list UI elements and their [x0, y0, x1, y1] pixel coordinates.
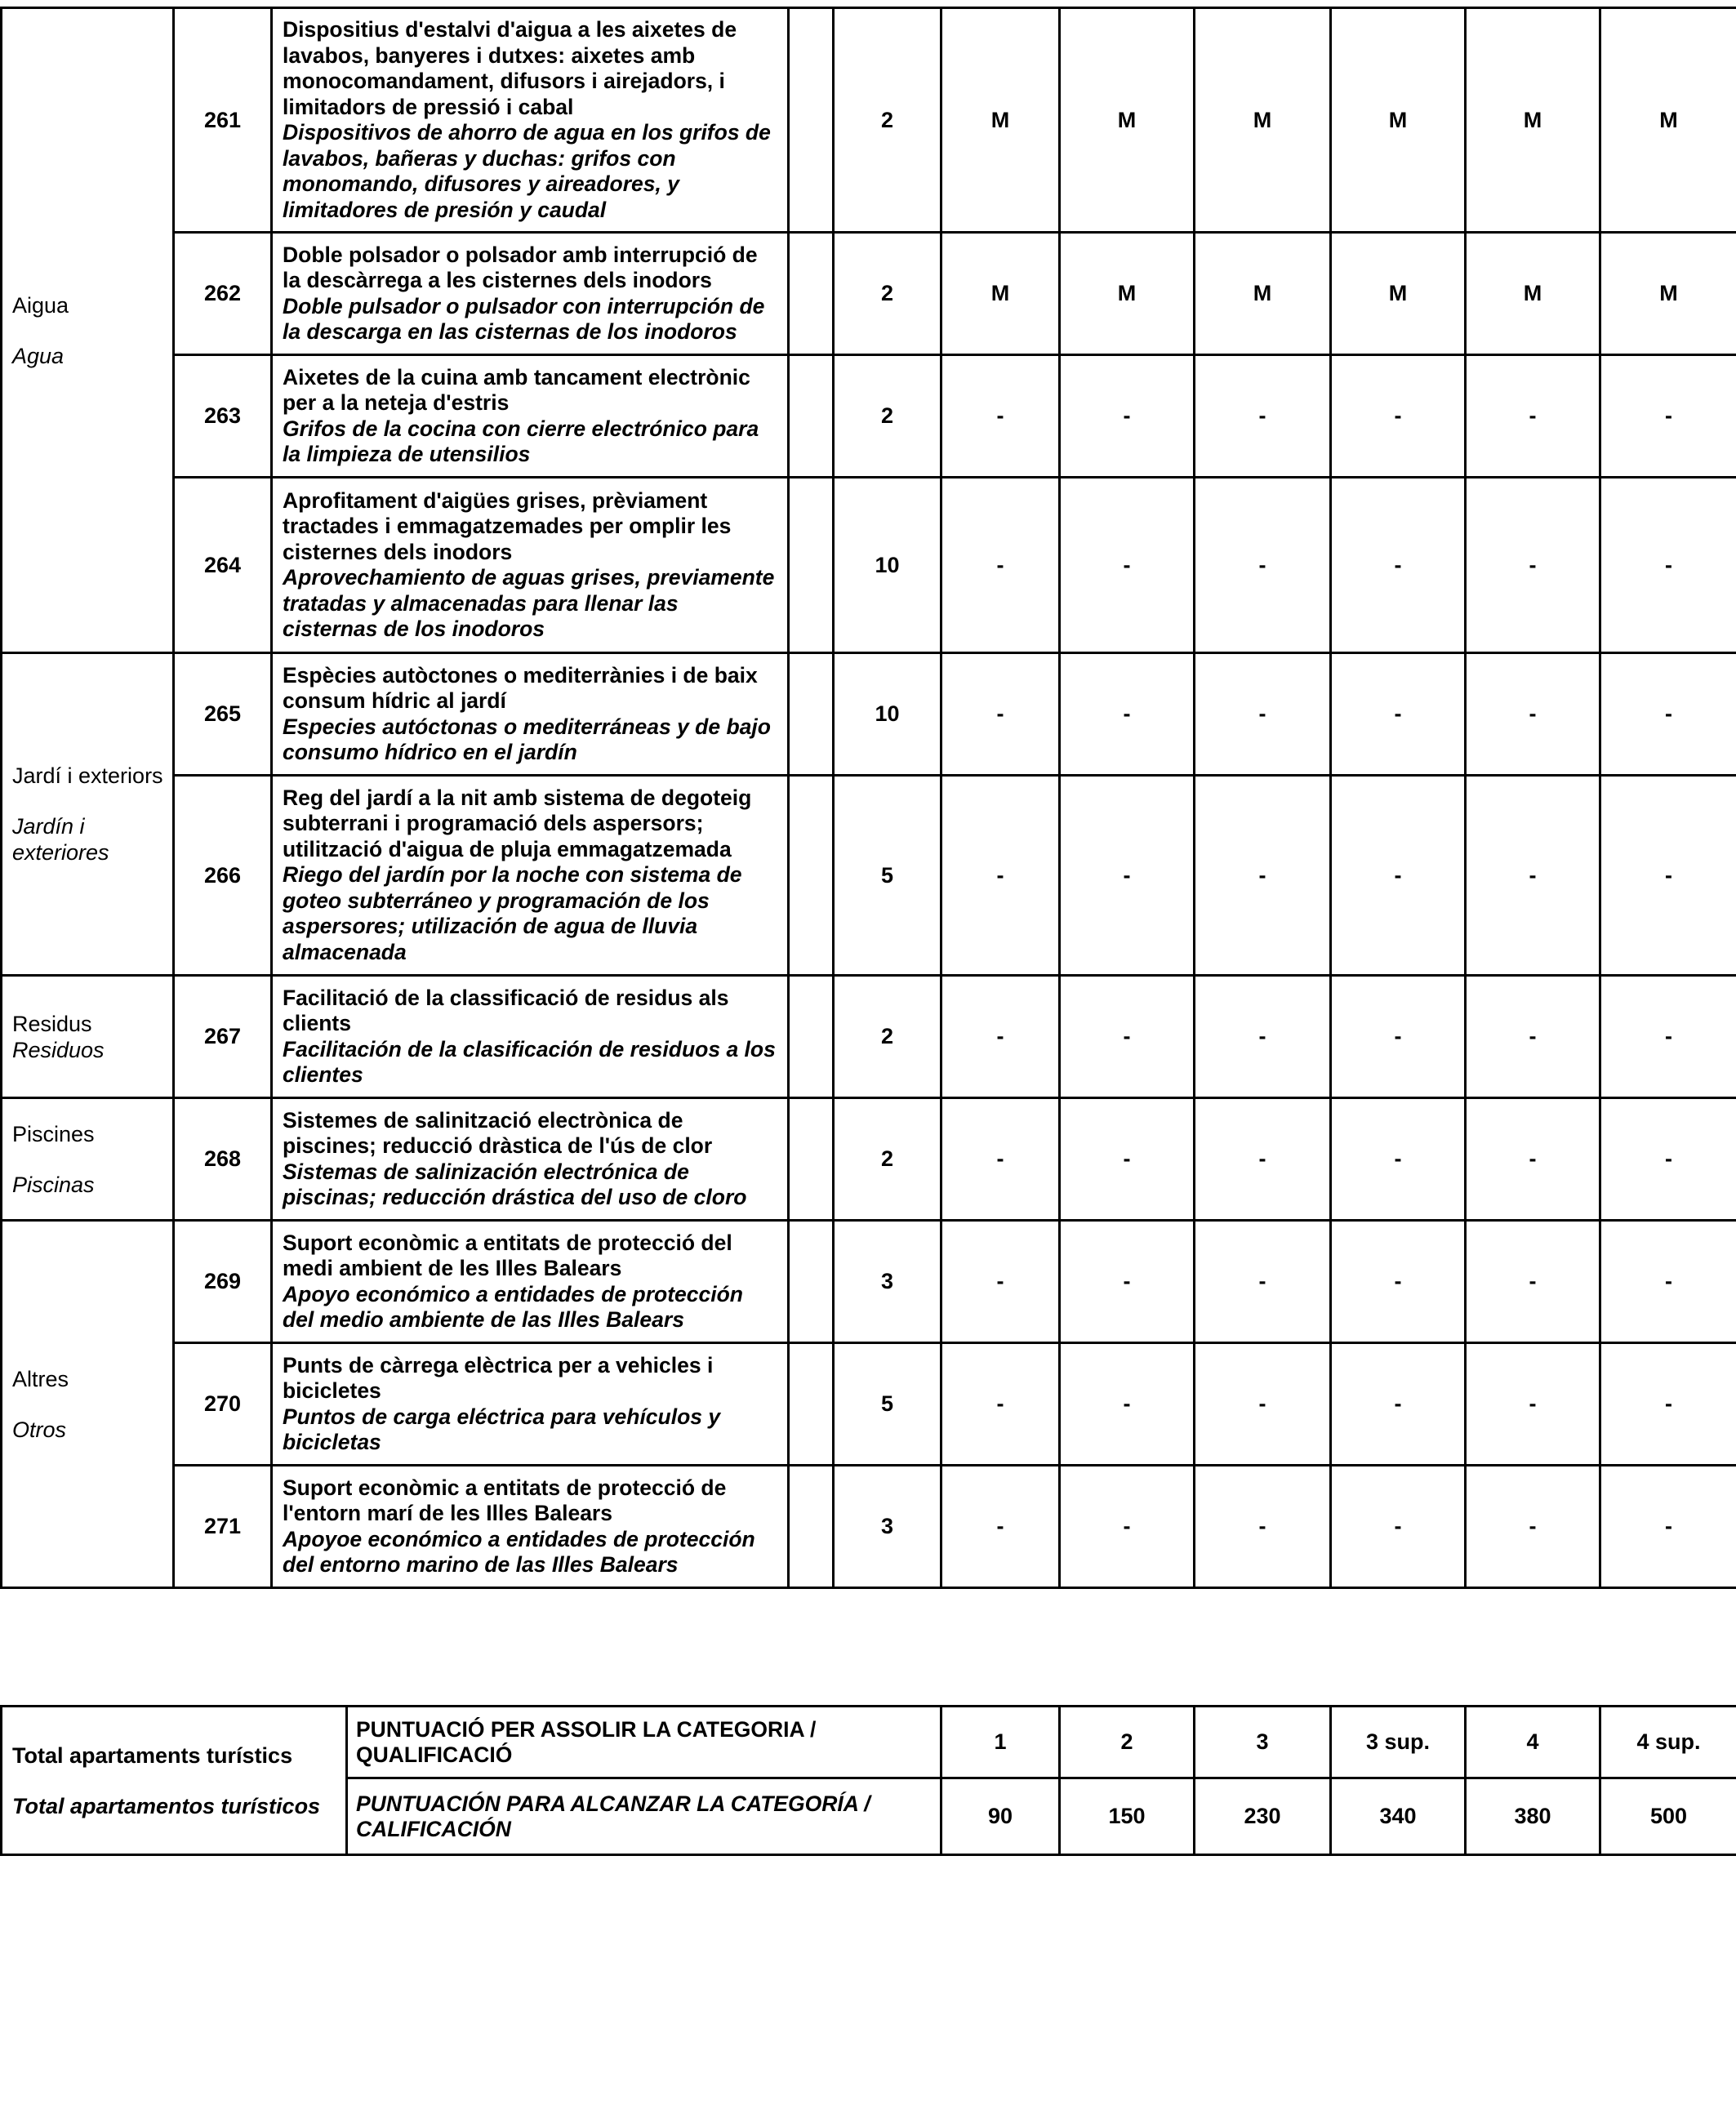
category-mark-6: - [1600, 653, 1736, 776]
category-mark-5: - [1466, 976, 1600, 1098]
category-mark-6: - [1600, 355, 1736, 478]
category-cell-water [2, 8, 174, 653]
criterion-number: 268 [174, 1098, 272, 1221]
criterion-text-es: Puntos de carga eléctrica para vehículos y bicicletas [283, 1404, 721, 1454]
category-mark-2: M [1060, 8, 1195, 233]
category-mark-4: - [1331, 1221, 1466, 1343]
criterion-text-ca: Aprofitament d'aigües grises, prèviament tractades i emmagatzemades per omplir les cisternes dels inodors [283, 487, 732, 564]
category-mark-5: - [1466, 1343, 1600, 1466]
category-mark-1: M [941, 233, 1060, 355]
empty-cell [789, 478, 834, 653]
criterion-points: 10 [834, 653, 941, 776]
category-mark-6: - [1600, 776, 1736, 976]
criterion-text-es: Apoyo económico a entidades de protección del medio ambiente de las Illes Balears [283, 1281, 743, 1332]
criterion-text-es: Facilitación de la clasificación de residuos a los clientes [283, 1036, 776, 1087]
criterion-text-es: Apoyoe económico a entidades de protección del entorno marino de las Illes Balears [283, 1526, 755, 1577]
criterion-number: 271 [174, 1466, 272, 1588]
category-mark-3: - [1195, 653, 1331, 776]
empty-cell [789, 976, 834, 1098]
score-label-es: PUNTUACIÓN PARA ALCANZAR LA CATEGORÍA / CALIFICACIÓN [347, 1778, 941, 1855]
criterion-points: 2 [834, 8, 941, 233]
criterion-text-ca: Suport econòmic a entitats de protecció del medi ambient de les Illes Balears [283, 1230, 732, 1280]
category-label-ca: Altres [12, 1366, 69, 1391]
criterion-description [272, 478, 789, 653]
criterion-text-ca: Aixetes de la cuina amb tancament electrònic per a la neteja d'estris [283, 364, 750, 415]
criterion-number: 263 [174, 355, 272, 478]
empty-cell [789, 776, 834, 976]
category-mark-4: - [1331, 976, 1466, 1098]
table-row [2, 1098, 1736, 1221]
category-mark-4: - [1331, 1098, 1466, 1221]
category-mark-5: - [1466, 1098, 1600, 1221]
category-mark-2: - [1060, 1466, 1195, 1588]
criterion-text-es: Sistemas de salinización electrónica de piscinas; reducción drástica del uso de cloro [283, 1159, 747, 1209]
category-mark-1: - [941, 478, 1060, 653]
points-3: 230 [1195, 1778, 1331, 1855]
category-mark-2: - [1060, 478, 1195, 653]
category-mark-2: - [1060, 653, 1195, 776]
category-mark-2: M [1060, 233, 1195, 355]
total-label-es: Total apartamentos turísticos [12, 1793, 321, 1818]
criterion-number: 270 [174, 1343, 272, 1466]
category-mark-3: M [1195, 8, 1331, 233]
criterion-text-es: Dispositivos de ahorro de agua en los grifos de lavabos, bañeras y duchas: grifos con monomando, difusores y aireadores, y limitadores de presión y caudal [283, 120, 771, 222]
criterion-text-ca: Sistemes de salinització electrònica de piscines; reducció dràstica de l'ús de clor [283, 1107, 713, 1158]
criterion-description [272, 8, 789, 233]
category-mark-1: - [941, 1466, 1060, 1588]
criterion-points: 3 [834, 1221, 941, 1343]
category-cell-others [2, 1221, 174, 1588]
criterion-points: 10 [834, 478, 941, 653]
category-mark-3: - [1195, 1466, 1331, 1588]
category-cell-pools [2, 1098, 174, 1221]
category-mark-2: - [1060, 776, 1195, 976]
empty-cell [789, 8, 834, 233]
category-label-ca: Jardí i exteriors [12, 763, 163, 788]
category-mark-5: M [1466, 233, 1600, 355]
points-1: 90 [941, 1778, 1060, 1855]
criterion-description [272, 1466, 789, 1588]
category-mark-3: - [1195, 478, 1331, 653]
criterion-description [272, 976, 789, 1098]
category-1: 1 [941, 1707, 1060, 1778]
category-mark-5: - [1466, 776, 1600, 976]
category-mark-5: - [1466, 478, 1600, 653]
table-row [2, 1221, 1736, 1343]
empty-cell [789, 1098, 834, 1221]
category-2: 2 [1060, 1707, 1195, 1778]
criterion-number: 265 [174, 653, 272, 776]
criterion-number: 264 [174, 478, 272, 653]
table-row [2, 8, 1736, 233]
criterion-number: 266 [174, 776, 272, 976]
criterion-description [272, 1221, 789, 1343]
criterion-text-ca: Facilitació de la classificació de residus als clients [283, 985, 729, 1035]
category-mark-3: - [1195, 1221, 1331, 1343]
empty-cell [789, 1466, 834, 1588]
score-label-ca: PUNTUACIÓ PER ASSOLIR LA CATEGORIA / QUALIFICACIÓ [347, 1707, 941, 1778]
category-mark-2: - [1060, 1098, 1195, 1221]
category-mark-2: - [1060, 1343, 1195, 1466]
criterion-text-ca: Dispositius d'estalvi d'aigua a les aixetes de lavabos, banyeres i dutxes: aixetes amb monocomandament, difusors i airejadors, i limitadors de pressió i cabal [283, 17, 737, 119]
category-mark-6: - [1600, 478, 1736, 653]
category-mark-4: - [1331, 355, 1466, 478]
criterion-points: 2 [834, 355, 941, 478]
total-table [0, 1705, 1736, 1856]
criterion-points: 3 [834, 1466, 941, 1588]
category-mark-6: - [1600, 1343, 1736, 1466]
total-row-categories [2, 1707, 1736, 1778]
category-mark-1: - [941, 355, 1060, 478]
category-mark-5: - [1466, 1221, 1600, 1343]
table-row [2, 1343, 1736, 1466]
category-label-es: Piscinas [12, 1172, 95, 1197]
table-row [2, 776, 1736, 976]
category-mark-1: - [941, 1221, 1060, 1343]
table-row [2, 653, 1736, 776]
table-row [2, 355, 1736, 478]
category-mark-3: - [1195, 1098, 1331, 1221]
criterion-description [272, 1098, 789, 1221]
total-label-cell [2, 1707, 347, 1855]
criterion-text-es: Especies autóctonas o mediterráneas y de bajo consumo hídrico en el jardín [283, 714, 771, 764]
category-label-ca: Aigua [12, 292, 69, 318]
criterion-description [272, 1343, 789, 1466]
criterion-text-es: Doble pulsador o pulsador con interrupción de la descarga en las cisternas de los inodoros [283, 293, 765, 344]
table-row [2, 976, 1736, 1098]
category-mark-3: - [1195, 1343, 1331, 1466]
empty-cell [789, 355, 834, 478]
criterion-text-ca: Punts de càrrega elèctrica per a vehicles i bicicletes [283, 1352, 714, 1403]
criterion-points: 2 [834, 1098, 941, 1221]
category-mark-4: - [1331, 776, 1466, 976]
category-mark-5: - [1466, 653, 1600, 776]
empty-cell [789, 1221, 834, 1343]
category-mark-4: M [1331, 233, 1466, 355]
criterion-number: 262 [174, 233, 272, 355]
empty-cell [789, 653, 834, 776]
criterion-text-ca: Reg del jardí a la nit amb sistema de degoteig subterrani i programació dels aspersors; utilització d'aigua de pluja emmagatzemada [283, 785, 752, 861]
criterion-number: 269 [174, 1221, 272, 1343]
points-3-sup: 340 [1331, 1778, 1466, 1855]
category-mark-6: M [1600, 233, 1736, 355]
criterion-text-ca: Suport econòmic a entitats de protecció de l'entorn marí de les Illes Balears [283, 1475, 727, 1525]
criterion-number: 261 [174, 8, 272, 233]
category-mark-4: - [1331, 1466, 1466, 1588]
category-4-sup: 4 sup. [1600, 1707, 1736, 1778]
criterion-text-ca: Doble polsador o polsador amb interrupció de la descàrrega a les cisternes dels inodors [283, 242, 758, 292]
table-row [2, 1466, 1736, 1588]
criterion-description [272, 355, 789, 478]
category-4: 4 [1466, 1707, 1600, 1778]
points-4: 380 [1466, 1778, 1600, 1855]
category-mark-3: M [1195, 233, 1331, 355]
category-mark-4: M [1331, 8, 1466, 233]
points-4-sup: 500 [1600, 1778, 1736, 1855]
category-mark-5: - [1466, 1466, 1600, 1588]
criterion-description [272, 653, 789, 776]
category-mark-6: - [1600, 1098, 1736, 1221]
category-mark-1: - [941, 776, 1060, 976]
category-mark-1: - [941, 653, 1060, 776]
category-mark-3: - [1195, 355, 1331, 478]
criterion-number: 267 [174, 976, 272, 1098]
category-mark-1: - [941, 1098, 1060, 1221]
category-mark-3: - [1195, 776, 1331, 976]
category-mark-4: - [1331, 478, 1466, 653]
total-label-ca: Total apartaments turístics [12, 1742, 293, 1768]
criterion-points: 2 [834, 976, 941, 1098]
category-mark-6: - [1600, 1466, 1736, 1588]
category-mark-2: - [1060, 976, 1195, 1098]
category-cell-garden [2, 653, 174, 976]
category-mark-6: M [1600, 8, 1736, 233]
category-mark-6: - [1600, 976, 1736, 1098]
criterion-points: 5 [834, 1343, 941, 1466]
category-mark-4: - [1331, 653, 1466, 776]
category-3-sup: 3 sup. [1331, 1707, 1466, 1778]
category-mark-1: M [941, 8, 1060, 233]
category-cell-waste [2, 976, 174, 1098]
category-label-ca: Residus [12, 1011, 92, 1036]
points-2: 150 [1060, 1778, 1195, 1855]
category-3: 3 [1195, 1707, 1331, 1778]
category-mark-1: - [941, 976, 1060, 1098]
criterion-text-ca: Espècies autòctones o mediterrànies i de baix consum hídric al jardí [283, 662, 758, 713]
category-label-es: Jardín i exteriores [12, 814, 109, 865]
category-mark-5: M [1466, 8, 1600, 233]
category-mark-5: - [1466, 355, 1600, 478]
category-mark-1: - [941, 1343, 1060, 1466]
category-mark-4: - [1331, 1343, 1466, 1466]
category-mark-6: - [1600, 1221, 1736, 1343]
category-mark-2: - [1060, 1221, 1195, 1343]
criterion-description [272, 776, 789, 976]
empty-cell [789, 233, 834, 355]
criterion-text-es: Aprovechamiento de aguas grises, previamente tratadas y almacenadas para llenar las cisternas de los inodoros [283, 565, 775, 641]
category-label-ca: Piscines [12, 1121, 95, 1146]
criteria-table [0, 7, 1736, 1589]
category-label-es: Residuos [12, 1037, 105, 1062]
category-label-es: Otros [12, 1417, 67, 1442]
empty-cell [789, 1343, 834, 1466]
criterion-description [272, 233, 789, 355]
table-row [2, 233, 1736, 355]
criterion-points: 5 [834, 776, 941, 976]
criterion-text-es: Grifos de la cocina con cierre electrónico para la limpieza de utensilios [283, 416, 759, 466]
criterion-text-es: Riego del jardín por la noche con sistema de goteo subterráneo y programación de los aspersores; utilización de agua de lluvia almacenada [283, 862, 742, 964]
category-mark-2: - [1060, 355, 1195, 478]
category-label-es: Agua [12, 343, 65, 368]
table-row [2, 478, 1736, 653]
criterion-points: 2 [834, 233, 941, 355]
category-mark-3: - [1195, 976, 1331, 1098]
